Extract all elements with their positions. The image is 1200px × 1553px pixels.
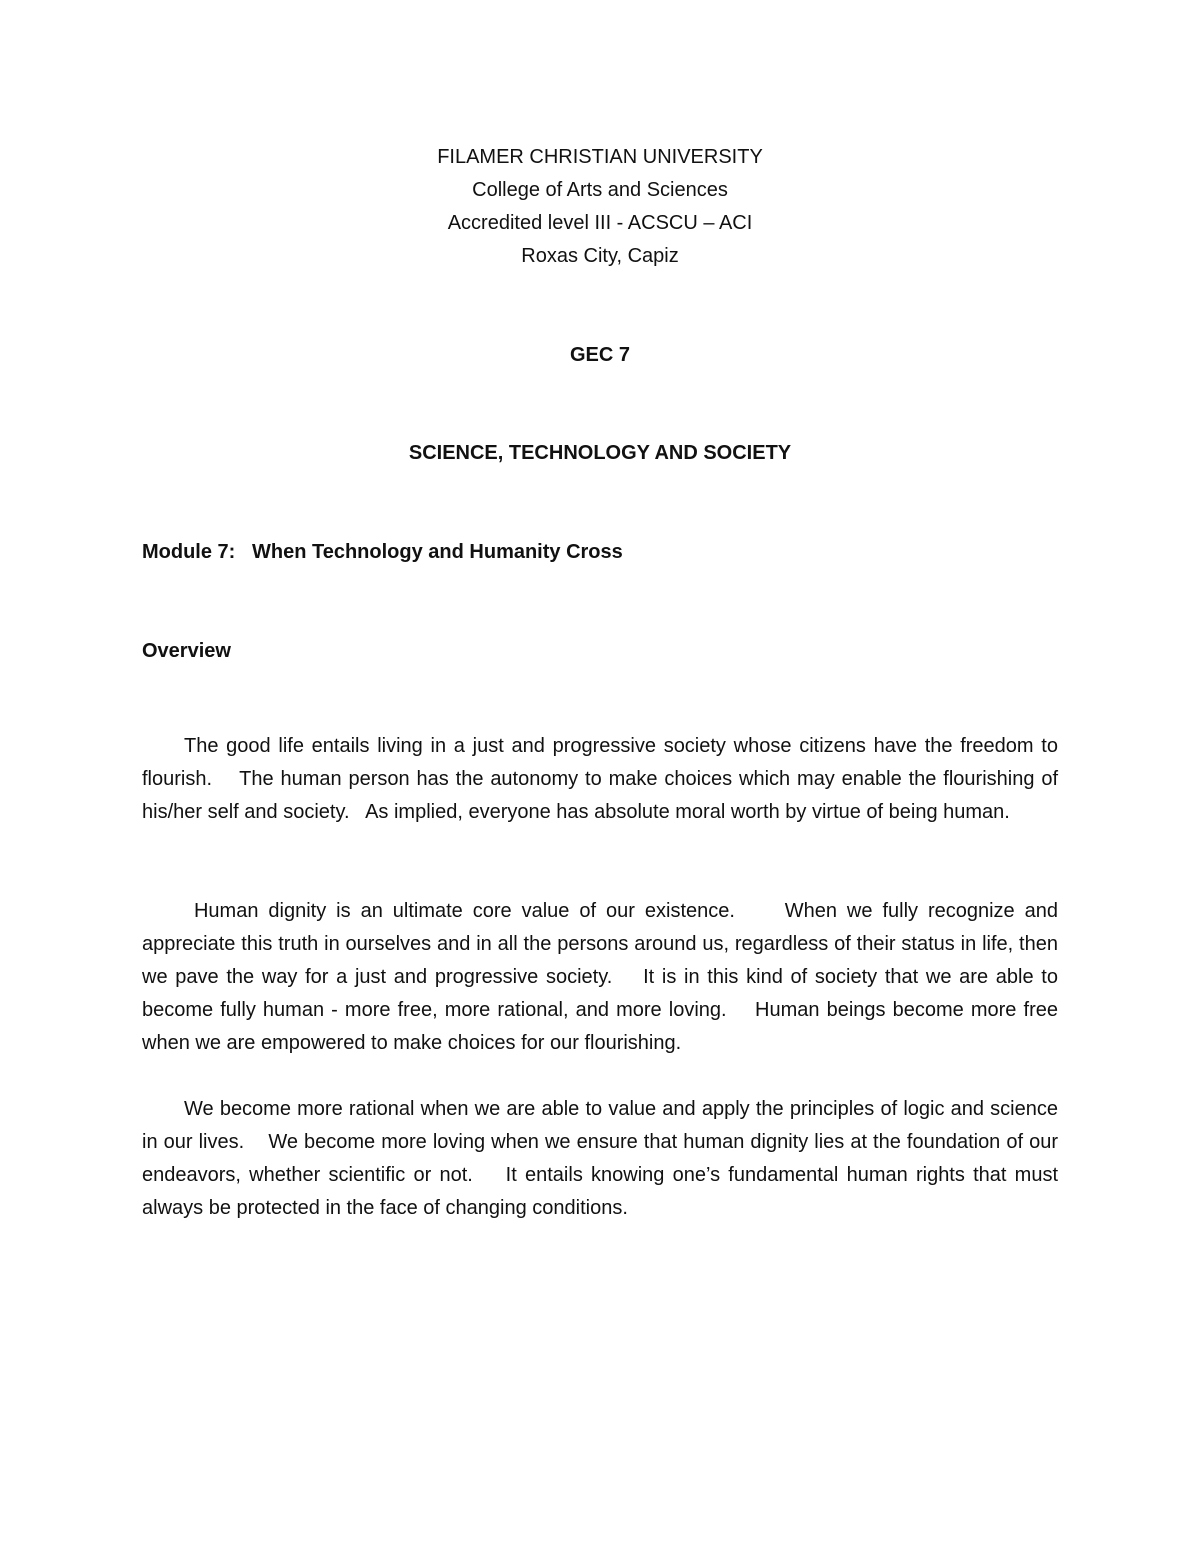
overview-paragraph-3: We become more rational when we are able to value and apply the principles of logic and science in our lives. We become more loving when we ensure that human dignity lies at the foundation of our endeavors, whether scientific or not. It entails knowing one’s fundamental human rights that must always be protected in the face of changing conditions. xyxy=(142,1098,1064,1219)
overview-paragraph-1: The good life entails living in a just and progressive society whose citizens have the freedom to flourish. The human person has the autonomy to make choices which may enable the flourishing of his/her self and society. As implied, everyone has absolute moral worth by virtue of being human. xyxy=(142,735,1064,823)
course-code: GEC 7 xyxy=(569,344,631,366)
location-line: Roxas City, Capiz xyxy=(521,245,679,267)
module-title: Module 7: When Technology and Humanity Cross xyxy=(142,541,623,563)
college-name: College of Arts and Sciences xyxy=(472,179,728,201)
overview-heading: Overview xyxy=(142,640,231,662)
course-title: SCIENCE, TECHNOLOGY AND SOCIETY xyxy=(408,442,792,464)
accreditation-line: Accredited level III - ACSCU – ACI xyxy=(447,212,753,234)
university-name: FILAMER CHRISTIAN UNIVERSITY xyxy=(437,146,763,168)
overview-paragraph-2: Human dignity is an ultimate core value of our existence. When we fully recognize and appreciate this truth in ourselves and in all the persons around us, regardless of their status in life, then we pave the way for a just and progressive society. It is in this kind of society that we are able to become fully human - more free, more rational, and more loving. Human beings become more free when we are empowered to make choices for our flourishing. xyxy=(142,900,1064,1054)
